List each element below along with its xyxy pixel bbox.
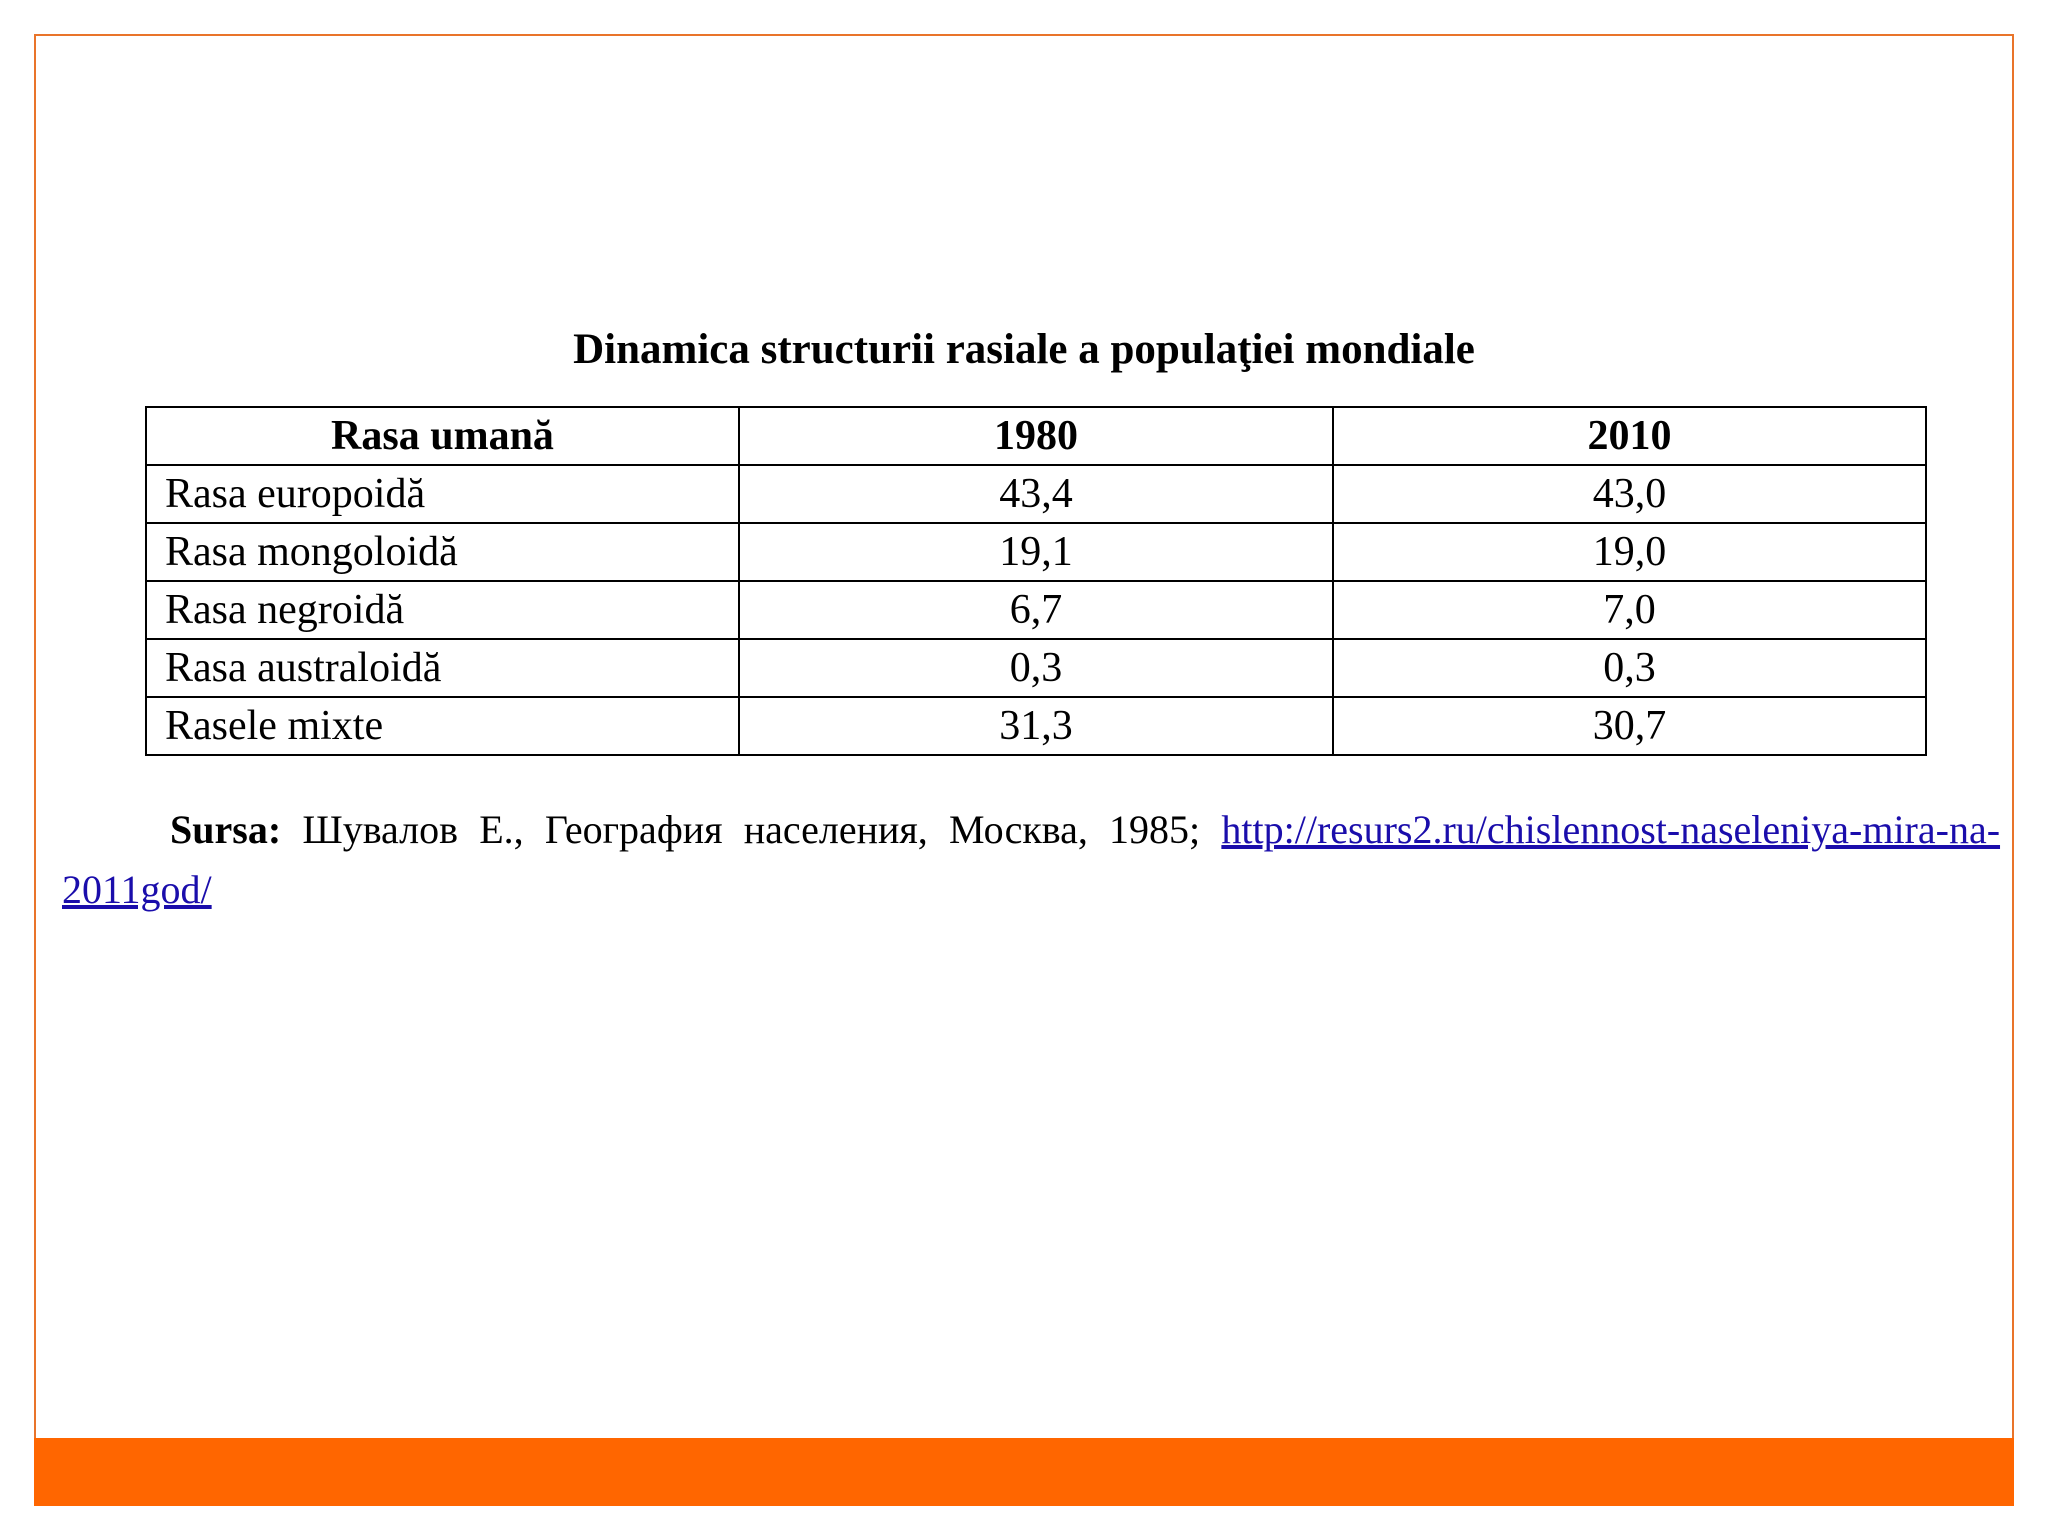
table-title: Dinamica structurii rasiale a populaţiei mondiale	[573, 326, 1475, 373]
slide-frame	[34, 34, 2014, 1504]
table-row	[146, 581, 1926, 639]
table-row	[146, 639, 1926, 697]
value-2010-cell: 7,0	[1333, 581, 1926, 639]
race-name-cell: Rasa europoidă	[146, 465, 739, 523]
table-row	[146, 465, 1926, 523]
race-name-cell: Rasa negroidă	[146, 581, 739, 639]
value-2010-cell: 19,0	[1333, 523, 1926, 581]
source-link[interactable]: http://resurs2.ru/chislennost-naseleniya-mira-na-2011god/	[62, 807, 2001, 912]
race-name-cell: Rasele mixte	[146, 697, 739, 755]
table-row	[146, 697, 1926, 755]
source-note	[62, 800, 2000, 920]
value-1980-cell: 0,3	[739, 639, 1333, 697]
race-name-cell: Rasa mongoloidă	[146, 523, 739, 581]
header-race: Rasa umană	[146, 407, 739, 465]
race-structure-table	[145, 406, 1927, 756]
value-1980-cell: 6,7	[739, 581, 1333, 639]
table-row	[146, 523, 1926, 581]
value-1980-cell: 19,1	[739, 523, 1333, 581]
race-name-cell: Rasa australoidă	[146, 639, 739, 697]
header-2010: 2010	[1333, 407, 1926, 465]
footer-bar	[34, 1438, 2014, 1506]
value-2010-cell: 30,7	[1333, 697, 1926, 755]
value-2010-cell: 43,0	[1333, 465, 1926, 523]
value-1980-cell: 31,3	[739, 697, 1333, 755]
source-text: Шувалов Е., География населения, Москва, 1985;	[302, 807, 1201, 852]
source-label: Sursa:	[170, 807, 282, 852]
header-1980: 1980	[739, 407, 1333, 465]
value-2010-cell: 0,3	[1333, 639, 1926, 697]
table-header-row	[146, 407, 1926, 465]
value-1980-cell: 43,4	[739, 465, 1333, 523]
